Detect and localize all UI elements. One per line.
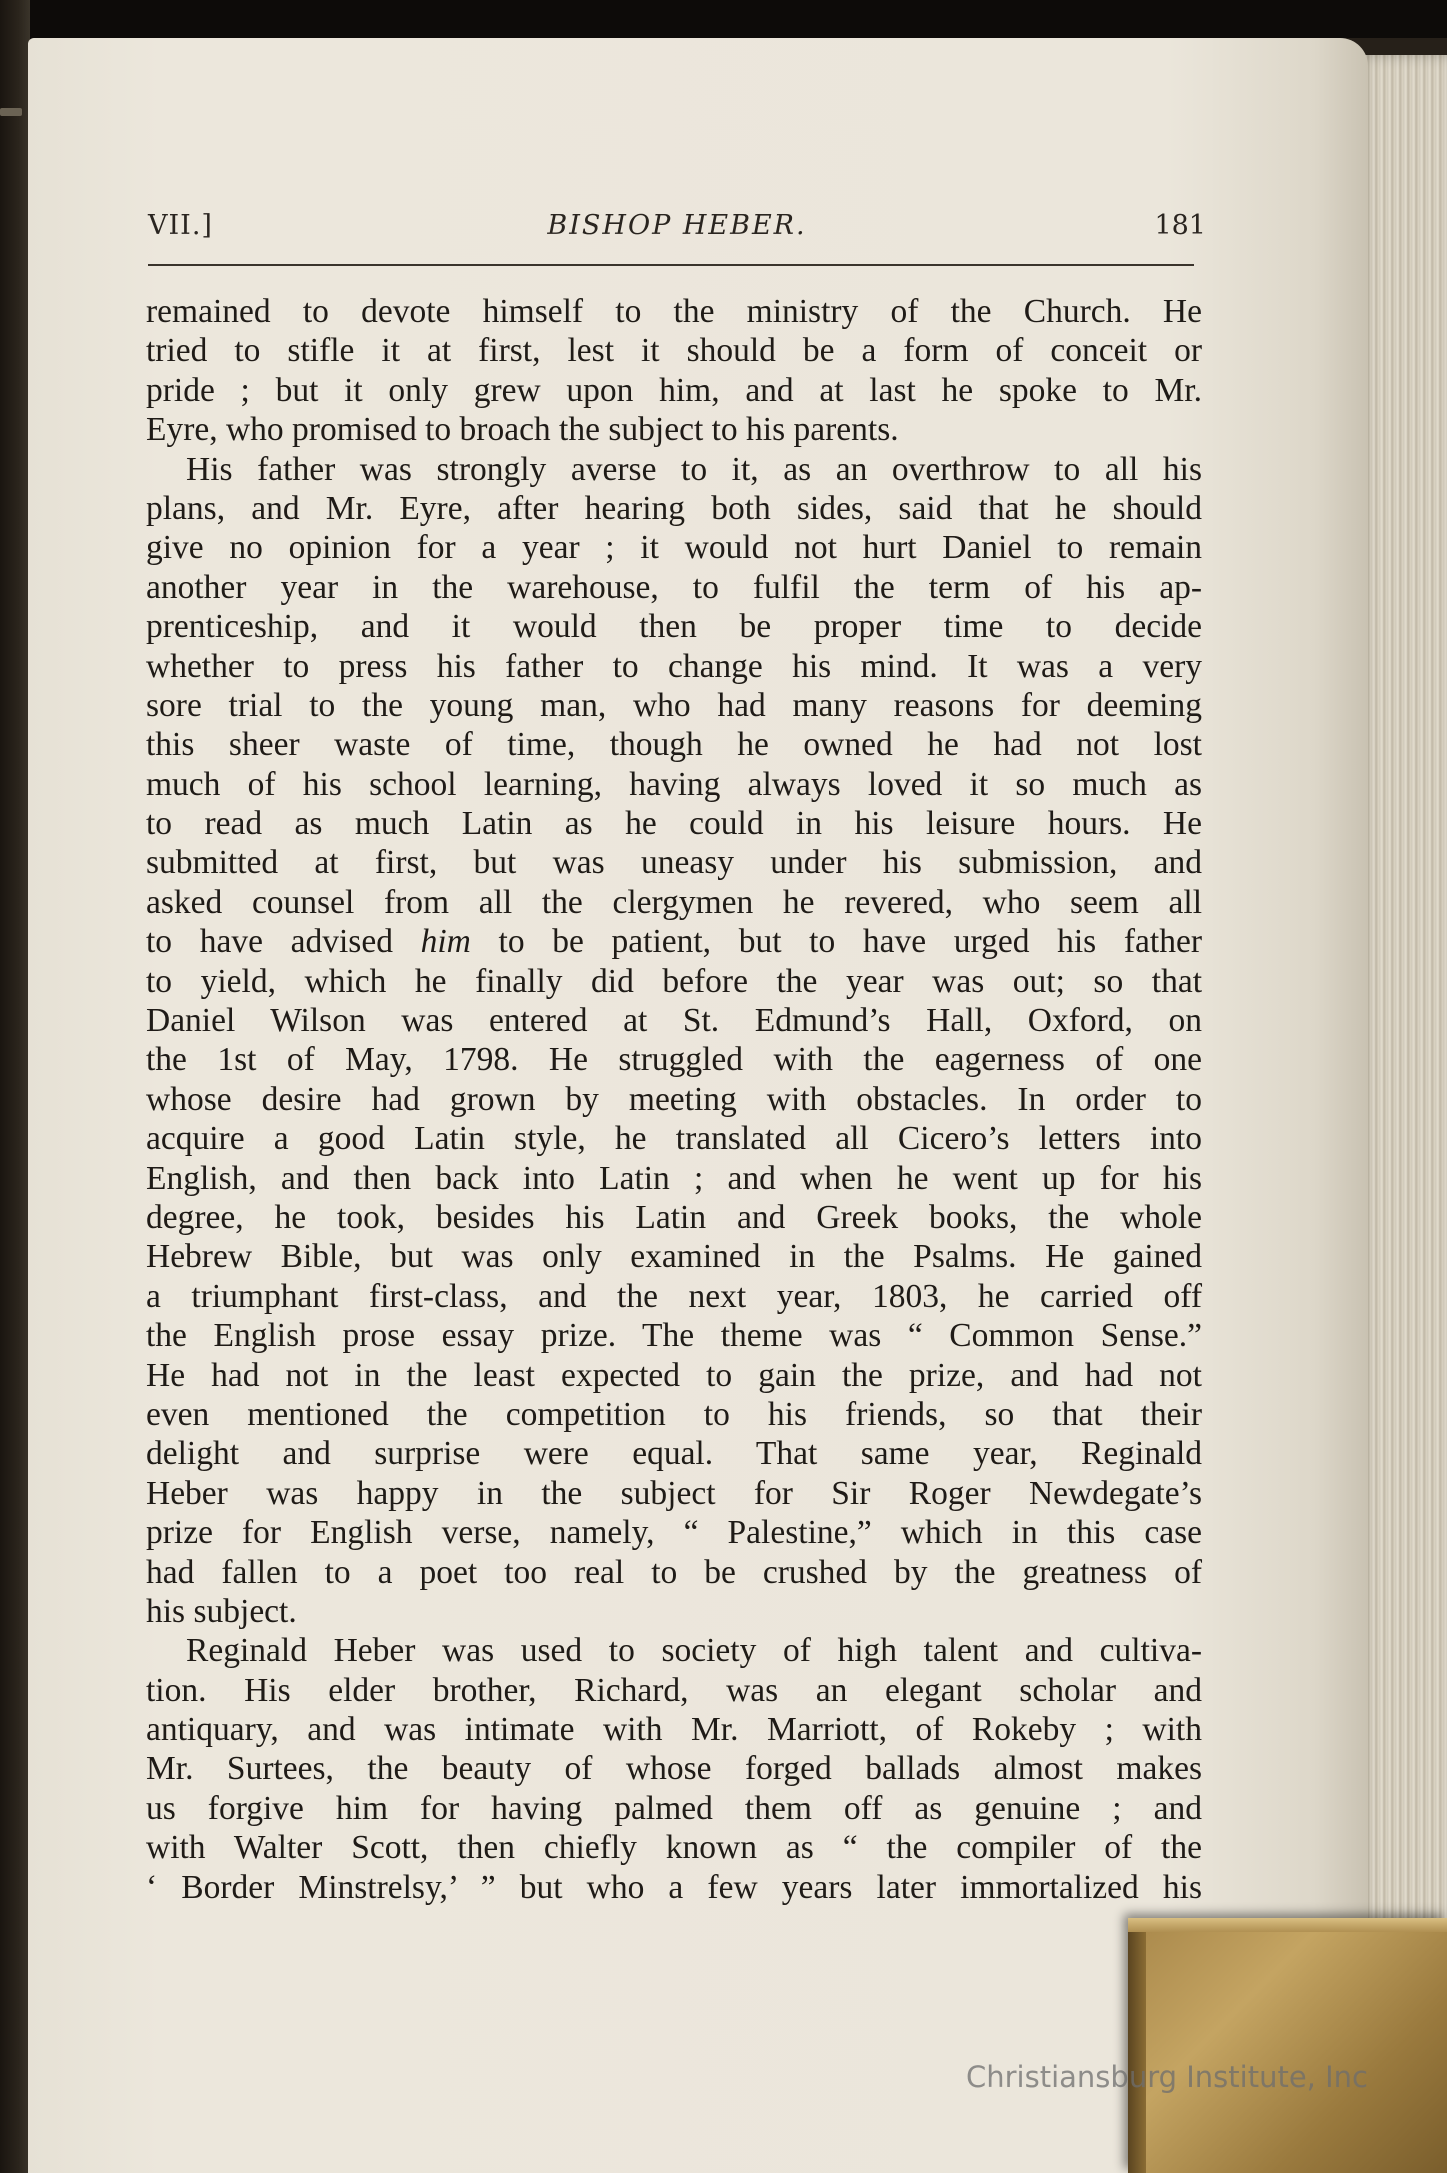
page-stack [1355,55,1447,2173]
binding-mark [0,108,22,116]
emphasis: him [420,923,471,961]
text-line: to read as much Latin as he could in his leisure hours. He [146,805,1202,843]
text-line: us forgive him for having palmed them off as genuine ; and [146,1789,1202,1827]
background-left [0,0,30,2173]
text-line: sore trial to the young man, who had many reasons for deeming [146,686,1202,724]
text-line: even mentioned the competition to his friends, so that their [146,1395,1202,1433]
body-text [146,292,1202,1907]
text-line: with Walter Scott, then chiefly known as “ the compiler of the [146,1829,1202,1867]
text-line: prenticeship, and it would then be proper time to decide [146,608,1202,646]
text-line: prize for English verse, namely, “ Palestine,” which in this case [146,1514,1202,1552]
text-line: He had not in the least expected to gain the prize, and had not [146,1356,1202,1394]
text-line: had fallen to a poet too real to be crushed by the greatness of [146,1553,1202,1591]
text-line: degree, he took, besides his Latin and Greek books, the whole [146,1198,1202,1236]
text-line: Eyre, who promised to broach the subject to his parents. [146,411,899,449]
text-line: the 1st of May, 1798. He struggled with the eagerness of one [146,1041,1202,1079]
text-line: to yield, which he finally did before the year was out; so that [146,962,1202,1000]
running-head [148,210,1206,246]
page-number: 181 [1154,210,1206,241]
text-line: to have advised him to be patient, but to have urged his father [146,923,1202,961]
text-line: the English prose essay prize. The theme was “ Common Sense.” [146,1317,1202,1355]
text-line: this sheer waste of time, though he owned he had not lost [146,726,1202,764]
text-line: His father was strongly averse to it, as an overthrow to all his [186,450,1202,488]
text-line: give no opinion for a year ; it would not hurt Daniel to remain [146,529,1202,567]
text-line: whose desire had grown by meeting with obstacles. In order to [146,1080,1202,1118]
text-line: remained to devote himself to the ministry of the Church. He [146,293,1202,330]
text-line: Hebrew Bible, but was only examined in the Psalms. He gained [146,1238,1202,1276]
book-cover-top [1128,1918,1447,1932]
text-line: a triumphant first-class, and the next year, 1803, he carried off [146,1277,1202,1315]
text-line: English, and then back into Latin ; and when he went up for his [146,1159,1202,1197]
text-line: Daniel Wilson was entered at St. Edmund’s Hall, Oxford, on [146,1002,1202,1040]
text-line: Reginald Heber was used to society of high talent and cultiva- [186,1632,1202,1670]
text-line: much of his school learning, having always loved it so much as [146,765,1202,803]
text-line: whether to press his father to change his mind. It was a very [146,647,1202,685]
text-line: antiquary, and was intimate with Mr. Marriott, of Rokeby ; with [146,1711,1202,1749]
text-line: pride ; but it only grew upon him, and at last he spoke to Mr. [146,371,1202,409]
book-cover-corner [1128,1918,1447,2173]
text-line: asked counsel from all the clergymen he revered, who seem all [146,883,1202,921]
text-line: another year in the warehouse, to fulfil the term of his ap- [146,568,1202,606]
text-line: ‘ Border Minstrelsy,’ ” but who a few years later immortalized his [146,1868,1202,1906]
text-line: tion. His elder brother, Richard, was an elegant scholar and [146,1671,1202,1709]
text-line: tried to stifle it at first, lest it should be a form of conceit or [146,332,1202,370]
text-line: delight and surprise were equal. That same year, Reginald [146,1435,1202,1473]
text-line: acquire a good Latin style, he translated all Cicero’s letters into [146,1120,1202,1158]
text-line: plans, and Mr. Eyre, after hearing both sides, said that he should [146,489,1202,527]
running-title: BISHOP HEBER. [547,210,807,241]
text-line: Mr. Surtees, the beauty of whose forged ballads almost makes [146,1750,1202,1788]
header-rule [148,264,1194,266]
text-line: his subject. [146,1592,297,1630]
text-line: Heber was happy in the subject for Sir Roger Newdegate’s [146,1474,1202,1512]
chapter-number: VII.] [148,210,213,241]
watermark: Christiansburg Institute, Inc [966,2060,1368,2094]
book-cover-edge [1128,1918,1146,2173]
text-line: submitted at first, but was uneasy under his submission, and [146,844,1202,882]
